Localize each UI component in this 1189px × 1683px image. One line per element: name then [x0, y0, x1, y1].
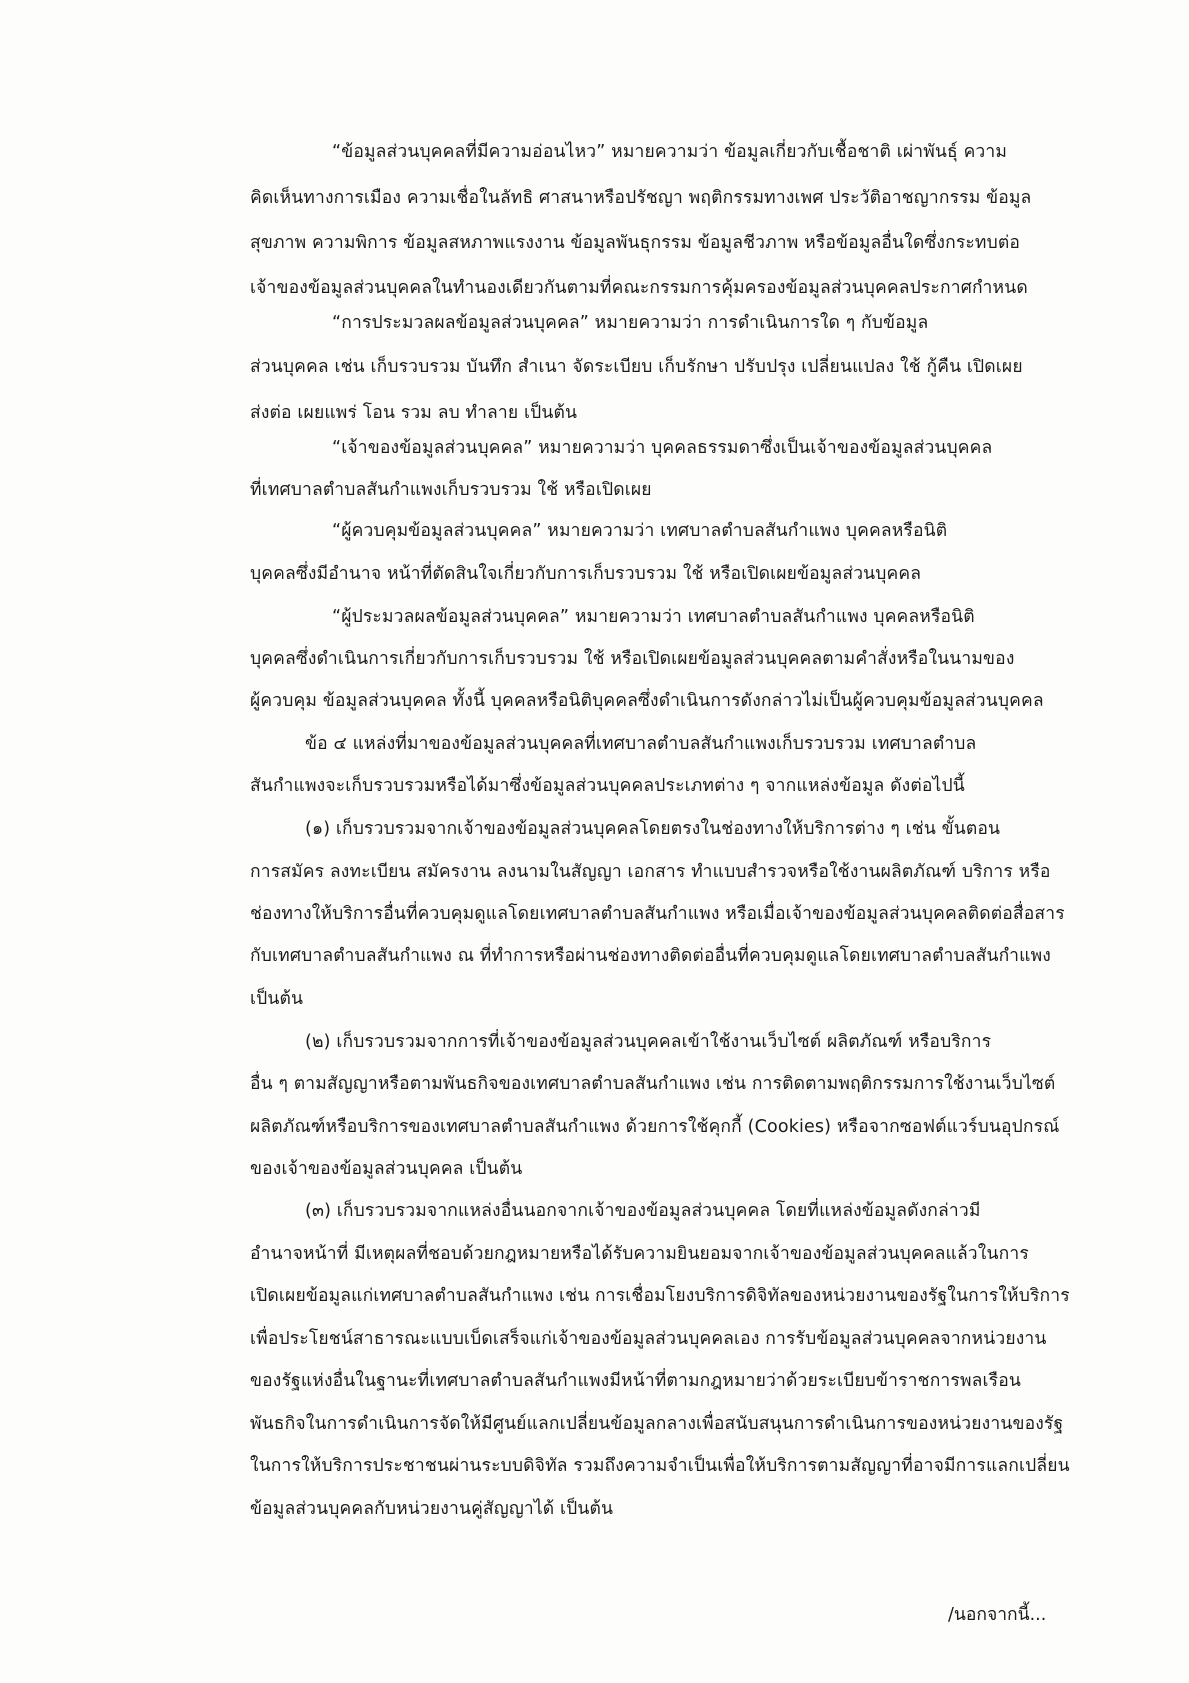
continuation-note: /นอกจากนี้...: [948, 1605, 1047, 1625]
text-line: คิดเห็นทางการเมือง ความเชื่อในลัทธิ ศาสนาหรือปรัชญา พฤติกรรมทางเพศ ประวัติอาชญากรรม ข้อมูล: [250, 188, 1032, 208]
text-line: กับเทศบาลตำบลสันกำแพง ณ ที่ทำการหรือผ่านช่องทางติดต่ออื่นที่ควบคุมดูแลโดยเทศบาลตำบลสันกำแพง: [250, 946, 1051, 966]
text-line: บุคคลซึ่งดำเนินการเกี่ยวกับการเก็บรวบรวม ใช้ หรือเปิดเผยข้อมูลส่วนบุคคลตามคำสั่งหรือในนามของ: [250, 649, 1015, 669]
text-line: ส่งต่อ เผยแพร่ โอน รวม ลบ ทำลาย เป็นต้น: [250, 403, 578, 423]
text-line: (๒) เก็บรวบรวมจากการที่เจ้าของข้อมูลส่วนบุคคลเข้าใช้งานเว็บไซต์ ผลิตภัณฑ์ หรือบริการ: [305, 1032, 992, 1052]
text-line: “ผู้ควบคุมข้อมูลส่วนบุคคล” หมายความว่า เทศบาลตำบลสันกำแพง บุคคลหรือนิติ: [332, 521, 948, 541]
text-line: เปิดเผยข้อมูลแก่เทศบาลตำบลสันกำแพง เช่น การเชื่อมโยงบริการดิจิทัลของหน่วยงานของรัฐในการให้บริการ: [250, 1286, 1070, 1306]
text-line: ผู้ควบคุม ข้อมูลส่วนบุคคล ทั้งนี้ บุคคลหรือนิติบุคคลซึ่งดำเนินการดังกล่าวไม่เป็นผู้ควบคุมข้อมูลส่วนบุคคล: [250, 691, 1044, 711]
text-line: ในการให้บริการประชาชนผ่านระบบดิจิทัล รวมถึงความจำเป็นเพื่อให้บริการตามสัญญาที่อาจมีการแลกเปลี่ยน: [250, 1456, 1070, 1476]
text-line: เจ้าของข้อมูลส่วนบุคคลในทำนองเดียวกันตามที่คณะกรรมการคุ้มครองข้อมูลส่วนบุคคลประกาศกำหนด: [250, 278, 1028, 298]
text-line: ช่องทางให้บริการอื่นที่ควบคุมดูแลโดยเทศบาลตำบลสันกำแพง หรือเมื่อเจ้าของข้อมูลส่วนบุคคลติดต่อสื่อสาร: [250, 904, 1065, 924]
text-line: “เจ้าของข้อมูลส่วนบุคคล” หมายความว่า บุคคลธรรมดาซึ่งเป็นเจ้าของข้อมูลส่วนบุคคล: [332, 438, 993, 458]
text-line: เพื่อประโยชน์สาธารณะแบบเบ็ดเสร็จแก่เจ้าของข้อมูลส่วนบุคคลเอง การรับข้อมูลส่วนบุคคลจากหน่วยงาน: [250, 1329, 1047, 1349]
text-line: สุขภาพ ความพิการ ข้อมูลสหภาพแรงงาน ข้อมูลพันธุกรรม ข้อมูลชีวภาพ หรือข้อมูลอื่นใดซึ่งกระทบต่อ: [250, 233, 1021, 253]
text-line: สันกำแพงจะเก็บรวบรวมหรือได้มาซึ่งข้อมูลส่วนบุคคลประเภทต่าง ๆ จากแหล่งข้อมูล ดังต่อไปนี้: [250, 776, 965, 796]
text-line: อำนาจหน้าที่ มีเหตุผลที่ชอบด้วยกฎหมายหรือได้รับความยินยอมจากเจ้าของข้อมูลส่วนบุคคลแล้วในการ: [250, 1244, 1029, 1264]
text-line: ของรัฐแห่งอื่นในฐานะที่เทศบาลตำบลสันกำแพงมีหน้าที่ตามกฎหมายว่าด้วยระเบียบข้าราชการพลเรือน: [250, 1371, 1021, 1391]
text-line: พันธกิจในการดำเนินการจัดให้มีศูนย์แลกเปลี่ยนข้อมูลกลางเพื่อสนับสนุนการดำเนินการของหน่วยงานของรัฐ: [250, 1414, 1064, 1434]
text-line: “ผู้ประมวลผลข้อมูลส่วนบุคคล” หมายความว่า เทศบาลตำบลสันกำแพง บุคคลหรือนิติ: [332, 607, 975, 627]
text-line: (๓) เก็บรวบรวมจากแหล่งอื่นนอกจากเจ้าของข้อมูลส่วนบุคคล โดยที่แหล่งข้อมูลดังกล่าวมี: [305, 1201, 981, 1221]
text-line: ของเจ้าของข้อมูลส่วนบุคคล เป็นต้น: [250, 1159, 523, 1179]
text-line: ที่เทศบาลตำบลสันกำแพงเก็บรวบรวม ใช้ หรือเปิดเผย: [250, 480, 652, 500]
text-line: ข้อ ๔ แหล่งที่มาของข้อมูลส่วนบุคคลที่เทศบาลตำบลสันกำแพงเก็บรวบรวม เทศบาลตำบล: [305, 734, 977, 754]
text-line: ข้อมูลส่วนบุคคลกับหน่วยงานคู่สัญญาได้ เป็นต้น: [250, 1499, 614, 1519]
text-line: ผลิตภัณฑ์หรือบริการของเทศบาลตำบลสันกำแพง ด้วยการใช้คุกกี้ (Cookies) หรือจากซอฟต์แวร์บนอุปกรณ์: [250, 1117, 1060, 1137]
text-line: “การประมวลผลข้อมูลส่วนบุคคล” หมายความว่า การดำเนินการใด ๆ กับข้อมูล: [332, 313, 929, 333]
text-line: อื่น ๆ ตามสัญญาหรือตามพันธกิจของเทศบาลตำบลสันกำแพง เช่น การติดตามพฤติกรรมการใช้งานเว็บไซต์: [250, 1074, 1056, 1094]
text-line: บุคคลซึ่งมีอำนาจ หน้าที่ตัดสินใจเกี่ยวกับการเก็บรวบรวม ใช้ หรือเปิดเผยข้อมูลส่วนบุคคล: [250, 564, 922, 584]
text-line: “ข้อมูลส่วนบุคคลที่มีความอ่อนไหว” หมายความว่า ข้อมูลเกี่ยวกับเชื้อชาติ เผ่าพันธุ์ ความ: [332, 142, 1008, 162]
text-line: ส่วนบุคคล เช่น เก็บรวบรวม บันทึก สำเนา จัดระเบียบ เก็บรักษา ปรับปรุง เปลี่ยนแปลง ใช้ กู้คืน เปิดเผย: [250, 357, 1023, 377]
text-line: การสมัคร ลงทะเบียน สมัครงาน ลงนามในสัญญา เอกสาร ทำแบบสำรวจหรือใช้งานผลิตภัณฑ์ บริการ หรือ: [250, 862, 1051, 882]
text-line: (๑) เก็บรวบรวมจากเจ้าของข้อมูลส่วนบุคคลโดยตรงในช่องทางให้บริการต่าง ๆ เช่น ขั้นตอน: [305, 819, 1001, 839]
text-line: เป็นต้น: [250, 989, 304, 1009]
